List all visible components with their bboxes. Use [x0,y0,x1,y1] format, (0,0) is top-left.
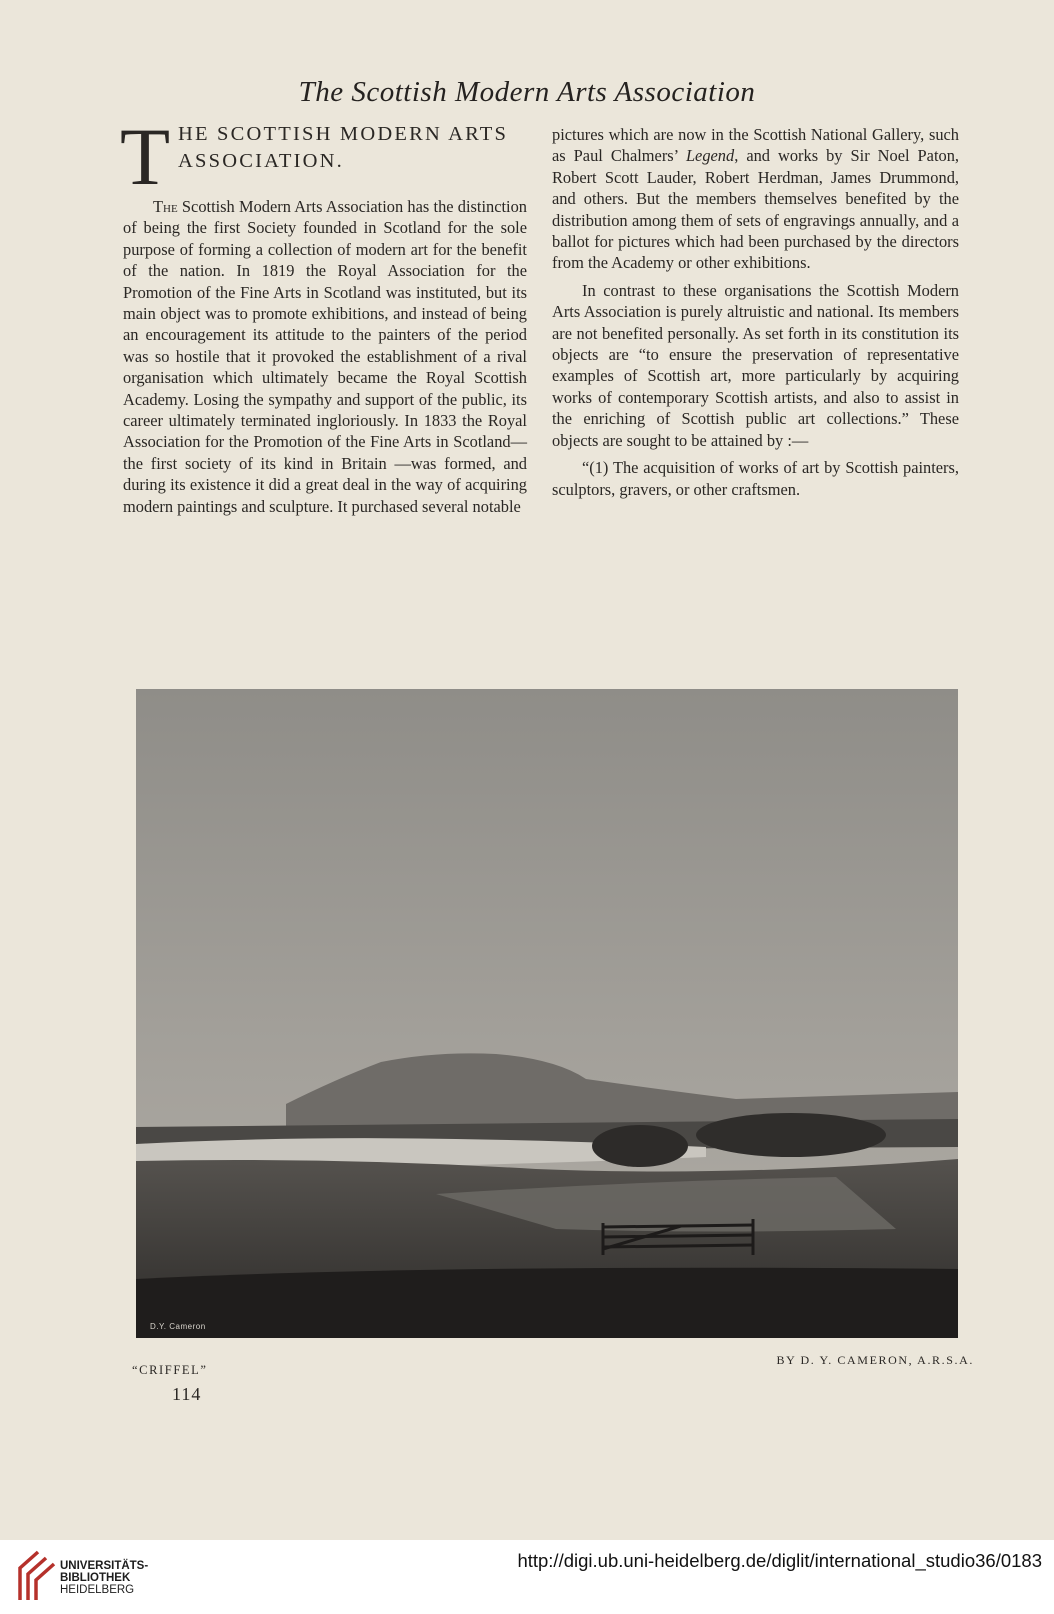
paragraph-1-text: Scottish Modern Arts Association has the distinction of being the first Society founded in Scotland for the sole purpose of forming a collection of modern art for the benefit of the nation. In 1819 the Royal Association for the Promotion of the Fine Arts in Scotland was instituted, but its main object was to promote exhibitions, and instead of being an encouragement its attitude to the painters of the period was so hostile that it provoked the establishment of a rival organisation which ultimately became the Royal Scottish Academy. Losing the sympathy and support of the public, its career ultimately terminated ingloriously. In 1833 the Royal Association for the Promotion of the Fine Arts in Scotland—the first society of its kind in Britain —was formed, and during its existence it did a great deal in the way of acquiring modern paintings and sculpture. It purchased several notable [123,197,527,516]
library-logo-icon[interactable] [10,1548,56,1604]
heading-line-2: ASSOCIATION. [178,150,344,172]
text-column-right [552,124,959,500]
digitization-footer [0,1540,1054,1614]
paragraph-1-continued-text-a: pictures which are now in the Scottish National Gallery, such as Paul Chalmers’ [552,125,959,166]
tree-clump [592,1125,688,1167]
library-name [60,1560,148,1596]
paragraph-2: In contrast to these organisations the Scottish Modern Arts Association is purely altruistic and national. Its members are not benefited personally. As set forth in its constitution its objects are “to ensure the preservation of representative examples of Scottish art, more particularly by acquiring works of contemporary Scottish artists, and also to assist in the enriching of Scottish public art collections.” These objects are sought to be attained by :— [552,280,959,450]
article-heading [120,111,527,202]
text-column-left [120,111,527,517]
foreground-dark [136,1268,958,1338]
artist-signature: D.Y. Cameron [150,1322,206,1331]
library-name-line-3: HEIDELBERG [60,1584,135,1596]
source-url-link[interactable]: http://digi.ub.uni-heidelberg.de/diglit/international_studio36/0183 [517,1550,1042,1571]
tree-line [696,1113,886,1157]
drop-cap: T [120,111,171,202]
landscape-painting-image [136,689,958,1338]
paragraph-1-continued-text-b: , and works by Sir Noel Paton, Robert Scott Lauder, Robert Herdman, James Drummond, and others. But the members themselves benefited by the distribution among them of sets of engravings annually, and a ballot for pictures which had been purchased by the directors from the Academy or other exhibitions. [552,146,959,273]
running-head: The Scottish Modern Arts Association [298,76,756,108]
figure-caption-title: “CRIFFEL” [132,1363,208,1377]
paragraph-1 [123,196,527,517]
library-name-line-2: BIBLIOTHEK [60,1572,131,1584]
landscape-painting-plate [136,689,958,1338]
library-name-line-1: UNIVERSITÄTS- [60,1560,149,1572]
paragraph-3: “(1) The acquisition of works of art by Scottish painters, sculptors, gravers, or other craftsmen. [552,458,959,499]
paragraph-1-continued [552,124,959,274]
paragraph-lead-word: The [153,197,178,216]
page-number: 114 [172,1384,202,1404]
heading-line-1: HE SCOTTISH MODERN ARTS [178,123,509,145]
figure-caption-credit: BY D. Y. CAMERON, A.R.S.A. [776,1353,974,1367]
painting-title-italic: Legend [685,146,735,166]
